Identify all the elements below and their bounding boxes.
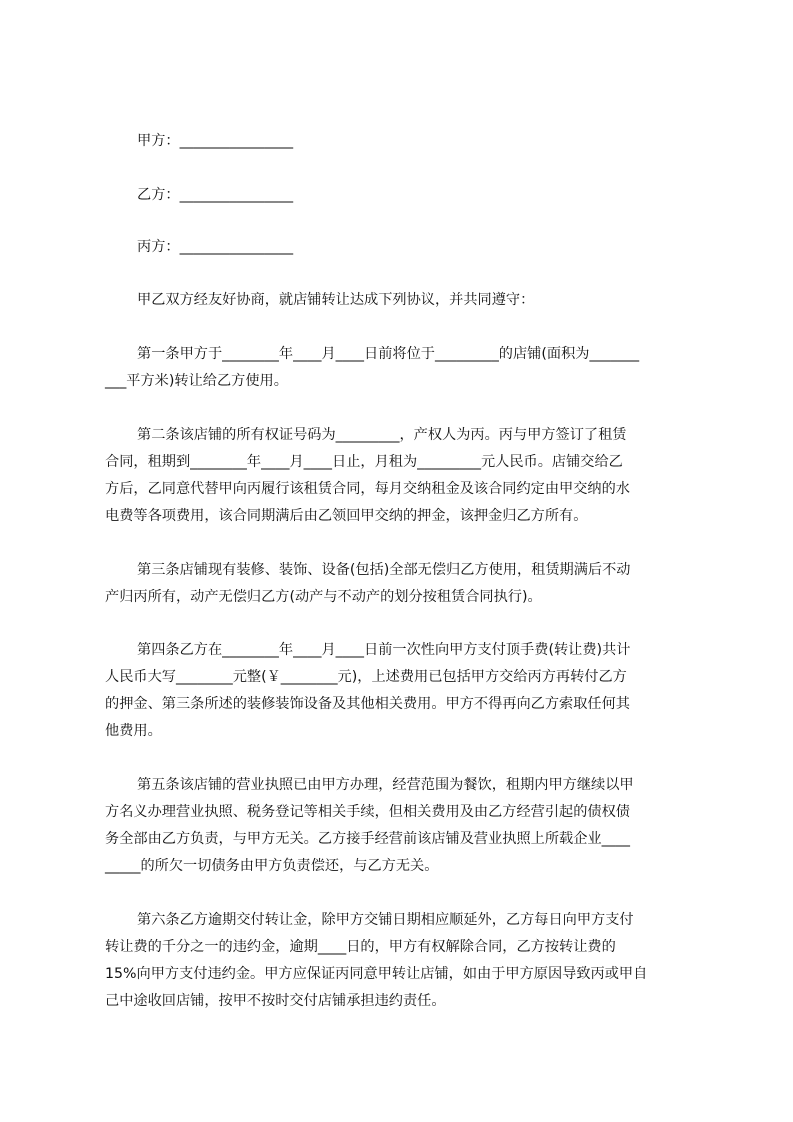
- article-1-line-1: 第一条甲方于________年____月____日前将位于_________的店铺(面积为_______: [137, 346, 640, 362]
- party-a-line: 甲方：________________: [137, 133, 294, 149]
- article-6-line-2: 转让费的千分之一的违约金，逾期____日的，甲方有权解除合同，乙方按转让费的: [105, 939, 616, 955]
- article-5-line-2: 方名义办理营业执照、税务登记等相关手续，但相关费用及由乙方经营引起的债权债: [105, 804, 630, 820]
- intro-paragraph: 甲乙双方经友好协商，就店铺转让达成下列协议，并共同遵守：: [137, 292, 535, 308]
- article-6-line-3: 15%向甲方支付违约金。甲方应保证丙同意甲转让店铺，如由于甲方原因导致丙或甲自: [105, 966, 648, 982]
- article-2-line-4: 电费等各项费用，该合同期满后由乙领回甲交纳的押金，该押金归乙方所有。: [105, 508, 588, 524]
- article-4-line-2: 人民币大写________元整(￥________元)，上述费用已包括甲方交给丙方再转付乙方: [105, 669, 627, 685]
- party-b-line: 乙方：________________: [137, 187, 294, 203]
- article-5-line-3: 务全部由乙方负责，与甲方无关。乙方接手经营前该店铺及营业执照上所载企业____: [105, 831, 630, 847]
- party-c-line: 丙方：________________: [137, 239, 294, 255]
- article-2-line-1: 第二条该店铺的所有权证号码为_________，产权人为丙。丙与甲方签订了租赁: [137, 427, 627, 443]
- article-6-line-4: 己中途收回店铺，按甲不按时交付店铺承担违约责任。: [105, 993, 446, 1009]
- article-6-line-1: 第六条乙方逾期交付转让金，除甲方交铺日期相应顺延外，乙方每日向甲方支付: [137, 912, 634, 928]
- article-2-line-2: 合同，租期到________年____月____日止，月租为_________元人民币。店铺交给乙: [105, 454, 623, 470]
- article-2-line-3: 方后，乙同意代替甲向丙履行该租赁合同，每月交纳租金及该合同约定由甲交纳的水: [105, 481, 630, 497]
- article-1-line-2: ___平方米)转让给乙方使用。: [105, 373, 288, 389]
- article-3-line-2: 产归丙所有，动产无偿归乙方(动产与不动产的划分按租赁合同执行)。: [105, 589, 542, 605]
- article-3-line-1: 第三条店铺现有装修、装饰、设备(包括)全部无偿归乙方使用，租赁期满后不动: [137, 562, 631, 578]
- article-5-line-1: 第五条该店铺的营业执照已由甲方办理，经营范围为餐饮，租期内甲方继续以甲: [137, 777, 634, 793]
- article-5-line-4: _____的所欠一切债务由甲方负责偿还，与乙方无关。: [105, 858, 439, 874]
- article-4-line-3: 的押金、第三条所述的装修装饰设备及其他相关费用。甲方不得再向乙方索取任何其: [105, 696, 630, 712]
- article-4-line-4: 他费用。: [105, 723, 162, 739]
- article-4-line-1: 第四条乙方在________年____月____日前一次性向甲方支付顶手费(转让费)共计: [137, 642, 631, 658]
